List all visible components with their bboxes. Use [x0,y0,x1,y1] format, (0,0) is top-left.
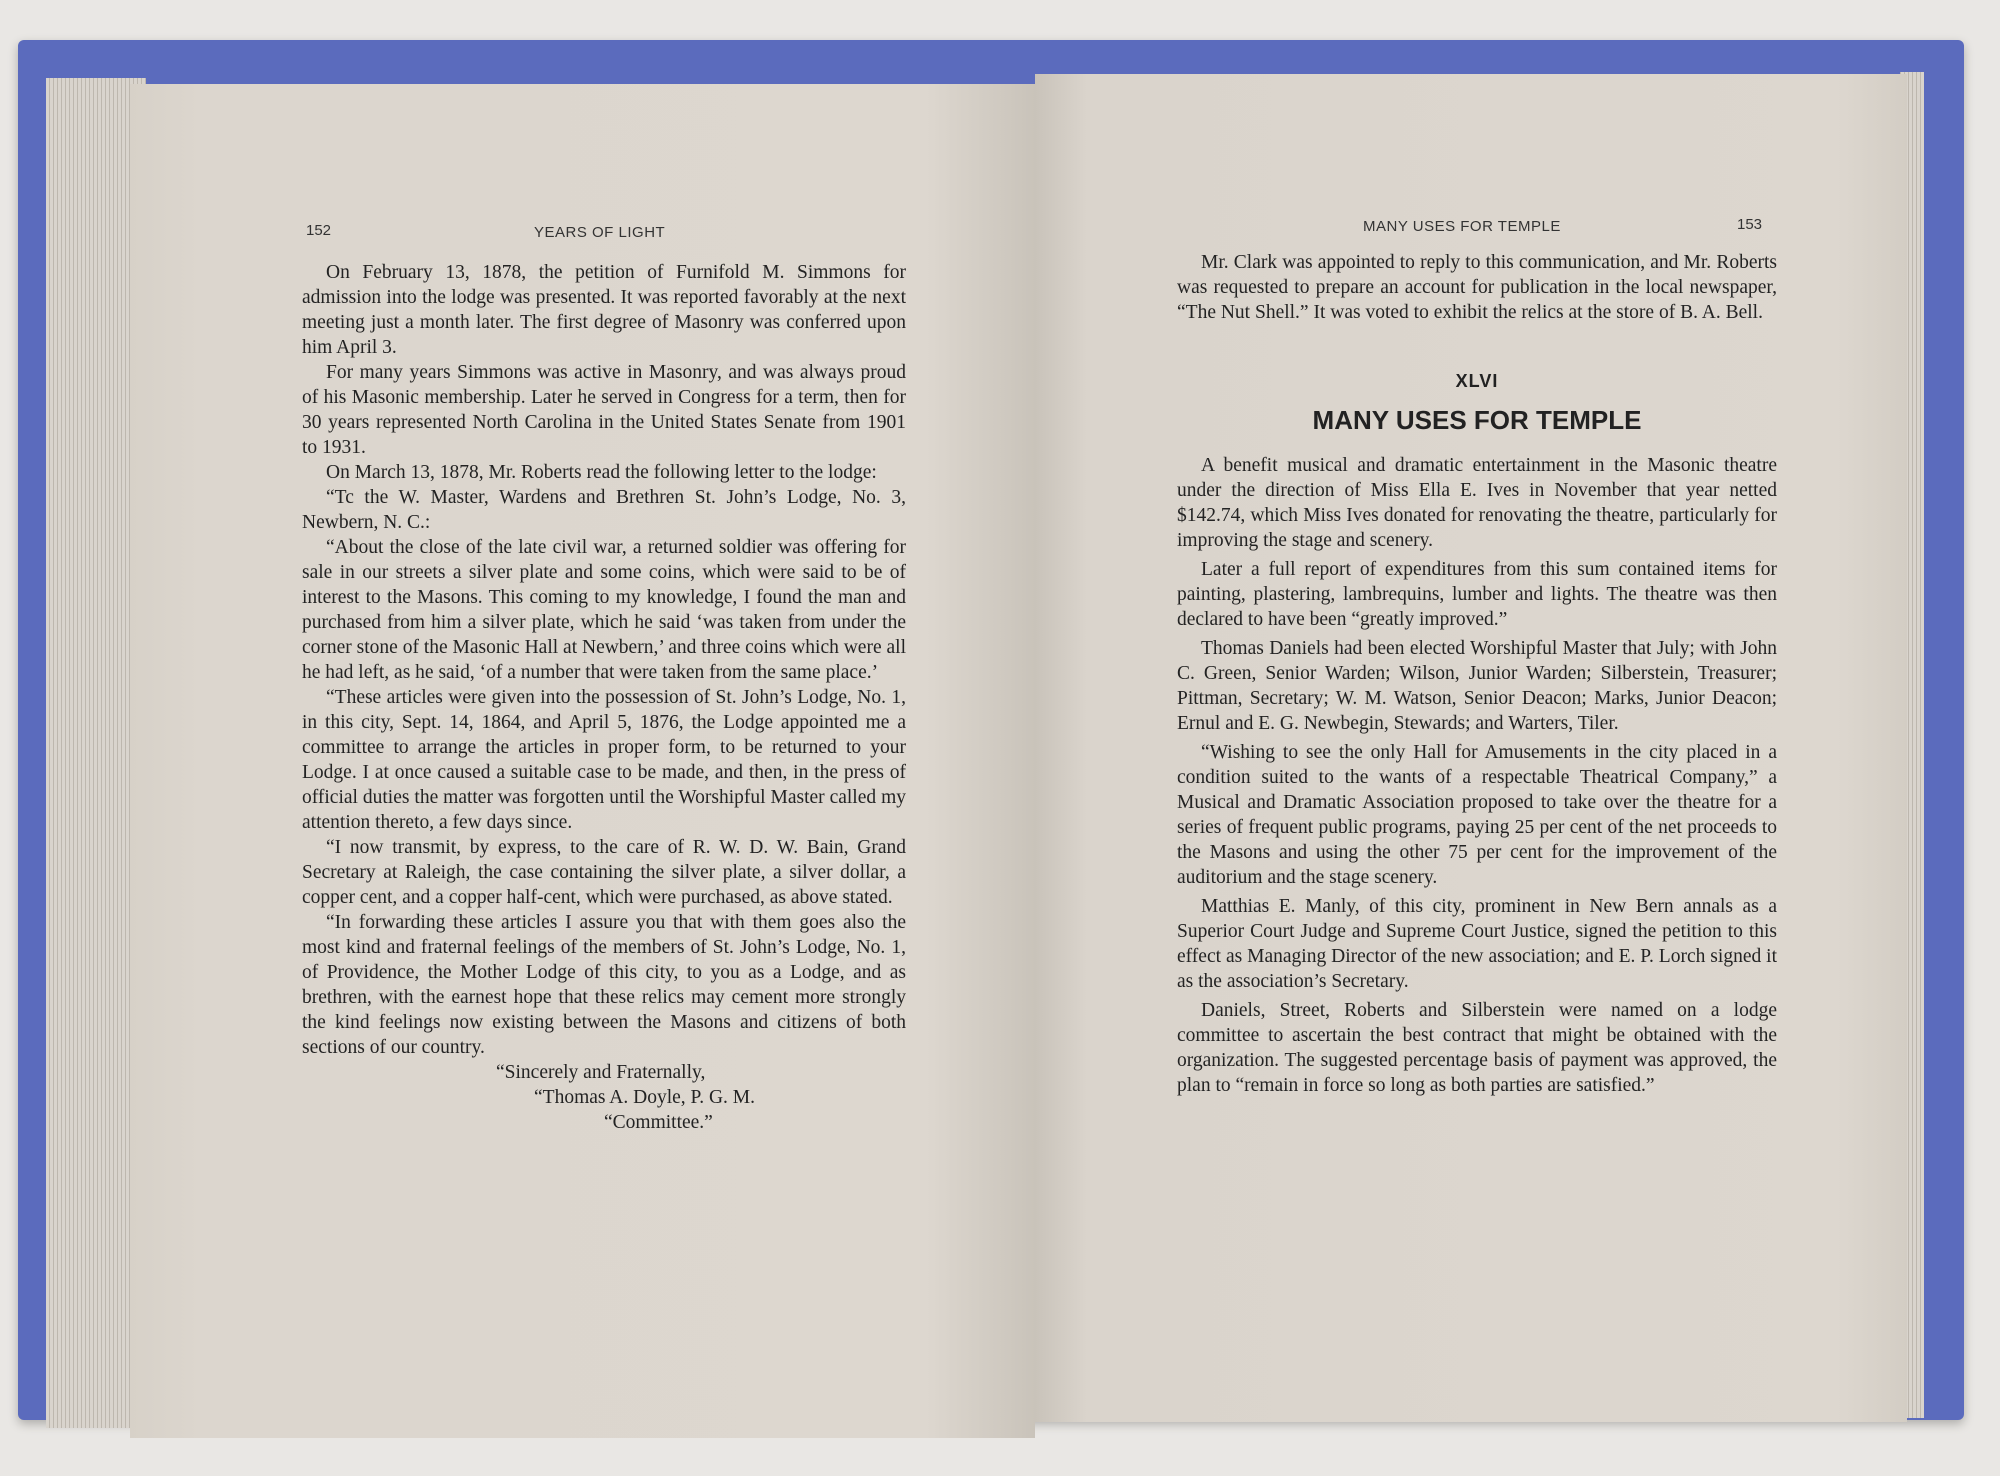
paragraph: “Wishing to see the only Hall for Amusements in the city placed in a condition suited to the wants of a respectable Theatrical Company,” a Musical and Dramatic Association proposed to take over the theatre for a series of frequent public programs, paying 25 per cent of the net proceeds to the Masons and using the other 75 per cent for the improvement of the auditorium and the stage scenery. [1177,742,1777,888]
chapter-title: MANY USES FOR TEMPLE [1312,405,1642,435]
page-number: 152 [306,222,332,239]
paragraph: Daniels, Street, Roberts and Silberstein were named on a lodge committee to ascertain the best contract that might be obtained with the organization. The suggested percentage basis of payment was approved, the plan to “remain in force so long as both parties are satisfied.” [1177,1000,1777,1096]
letter-closing: “Sincerely and Fraternally, [496,1062,706,1083]
chapter-number: XLVI [1455,371,1499,391]
body-text [1177,250,1777,1098]
paragraph: On March 13, 1878, Mr. Roberts read the following letter to the lodge: [326,462,877,483]
letter-signature-title: “Committee.” [604,1112,713,1133]
paragraph: Later a full report of expenditures from this sum contained items for painting, plastering, lambrequins, lumber and lights. The theatre was then declared to have been “greatly improved.” [1177,559,1777,630]
paragraph: “I now transmit, by express, to the care of R. W. D. W. Bain, Grand Secretary at Raleigh, the case containing the silver plate, a silver dollar, a copper cent, and a copper half-cent, which were purchased, as above stated. [302,837,906,908]
paragraph: “Tc the W. Master, Wardens and Brethren St. John’s Lodge, No. 3, Newbern, N. C.: [302,487,906,533]
paragraph: For many years Simmons was active in Masonry, and was always proud of his Masonic membership. Later he served in Congress for a term, then for 30 years represented North Carolina in the United States Senate from 1901 to 1931. [302,362,906,458]
paragraph: Thomas Daniels had been elected Worshipful Master that July; with John C. Green, Senior Warden; Wilson, Junior Warden; Silberstein, Treasurer; Pittman, Secretary; W. M. Watson, Senior Deacon; Marks, Junior Deacon; Ernul and E. G. Newbegin, Stewards; and Warters, Tiler. [1177,638,1777,734]
paragraph: Mr. Clark was appointed to reply to this communication, and Mr. Roberts was requested to prepare an account for publication in the local newspaper, “The Nut Shell.” It was voted to exhibit the relics at the store of B. A. Bell. [1177,252,1777,323]
letter-signature: “Thomas A. Doyle, P. G. M. [534,1087,755,1108]
left-page [130,84,1035,1438]
paragraph: Matthias E. Manly, of this city, prominent in New Bern annals as a Superior Court Judge and Supreme Court Justice, signed the petition to this effect as Managing Director of the new association; and E. P. Lorch signed it as the association’s Secretary. [1177,896,1777,992]
paragraph: “In forwarding these articles I assure you that with them goes also the most kind and fraternal feelings of the members of St. John’s Lodge, No. 1, of Providence, the Mother Lodge of this city, to you as a Lodge, and as brethren, with the earnest hope that these relics may cement more strongly the kind feelings now existing between the Masons and citizens of both sections of our country. [302,912,906,1058]
paragraph: “About the close of the late civil war, a returned soldier was offering for sale in our streets a silver plate and some coins, which were said to be of interest to the Masons. This coming to my knowledge, I found the man and purchased from him a silver plate, which he said ‘was taken from under the corner stone of the Masonic Hall at Newbern,’ and three coins which were all he had left, as he said, ‘of a number that were taken from the same place.’ [302,537,906,683]
right-page [1035,74,1907,1422]
paragraph: “These articles were given into the possession of St. John’s Lodge, No. 1, in this city, Sept. 14, 1864, and April 5, 1876, the Lodge appointed me a committee to arrange the articles in proper form, to be returned to your Lodge. I at once caused a suitable case to be made, and then, in the press of official duties the matter was forgotten until the Worshipful Master called my attention thereto, a few days since. [302,687,906,833]
page-number: 153 [1737,216,1763,233]
paragraph: A benefit musical and dramatic entertainment in the Masonic theatre under the direction of Miss Ella E. Ives in November that year netted $142.74, which Miss Ives donated for renovating the theatre, particularly for improving the stage and scenery. [1177,455,1777,551]
running-head: MANY USES FOR TEMPLE [1363,218,1561,235]
body-text [302,260,906,1135]
running-head: YEARS OF LIGHT [534,224,666,241]
paragraph: On February 13, 1878, the petition of Furnifold M. Simmons for admission into the lodge was presented. It was reported favorably at the next meeting just a month later. The first degree of Masonry was conferred upon him April 3. [302,262,906,358]
